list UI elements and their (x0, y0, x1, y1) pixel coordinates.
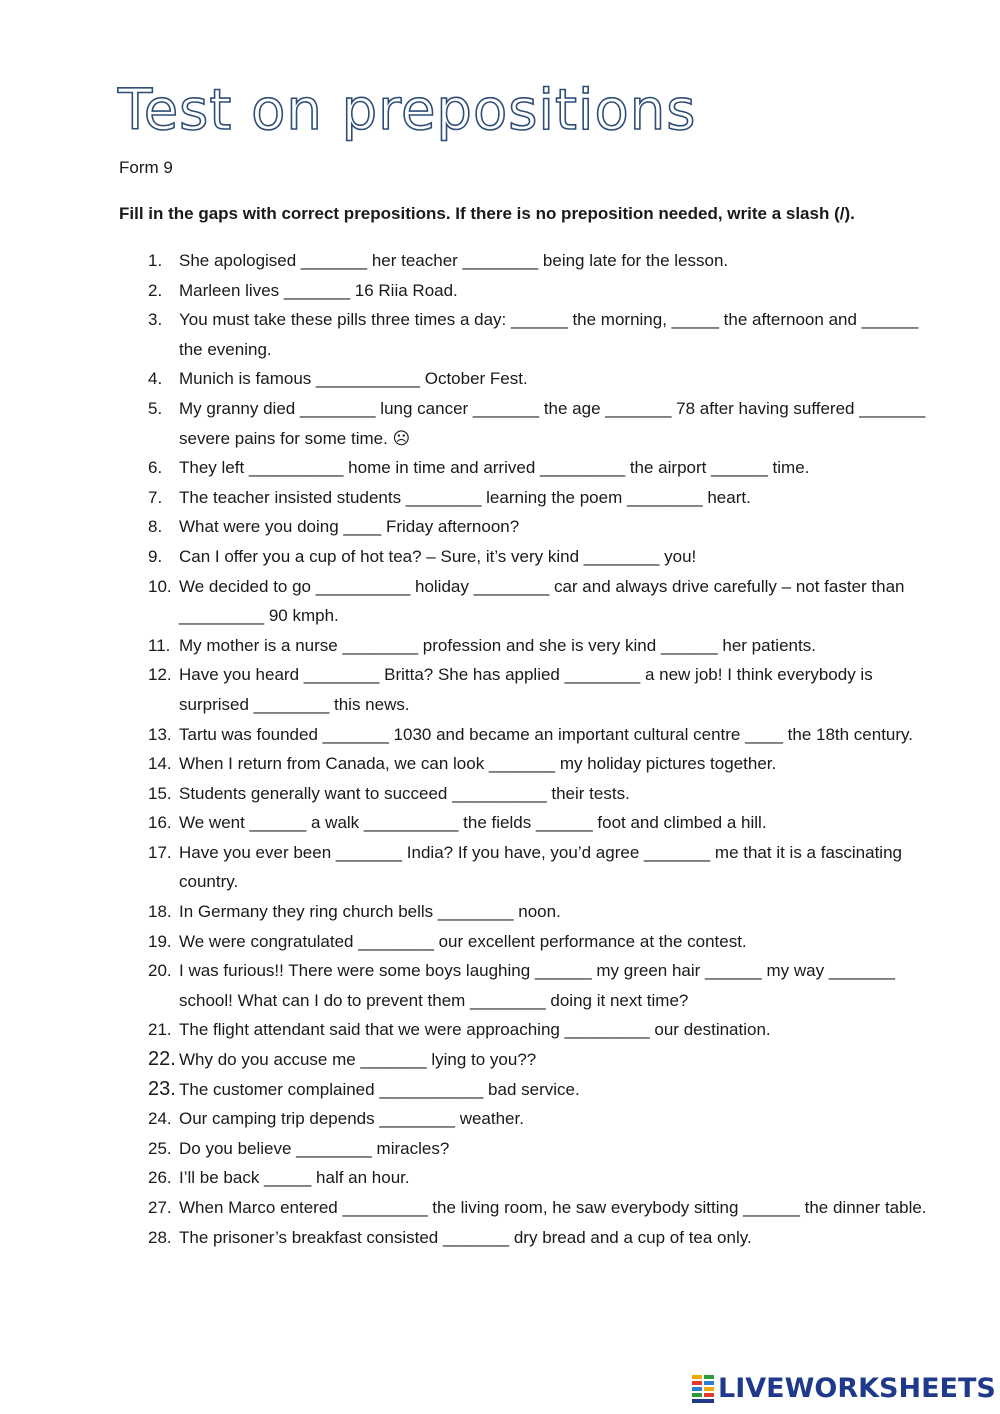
question-text: Have you heard ________ Britta? She has applied ________ a new job! I think everybody is surprised ________ this news. (179, 665, 873, 714)
question-text: I was furious!! There were some boys laughing ______ my green hair ______ my way _______ school! What can I do to prevent them ________ doing it next time? (179, 961, 896, 1010)
question-text: They left __________ home in time and arrived _________ the airport ______ time. (179, 458, 810, 478)
question-number: 23. (148, 1077, 176, 1100)
question-text: Munich is famous ___________ October Fest. (179, 369, 528, 389)
liveworksheets-logo-icon (692, 1375, 714, 1403)
question-item (0, 808, 934, 838)
question-item (0, 305, 934, 364)
question-item (0, 542, 934, 572)
question-number: 2. (148, 280, 163, 300)
question-number: 25. (148, 1138, 172, 1158)
question-number: 21. (148, 1020, 172, 1040)
question-number: 20. (148, 961, 172, 981)
question-text: Do you believe ________ miracles? (179, 1138, 450, 1158)
question-item (0, 1104, 934, 1134)
question-number: 9. (148, 546, 163, 566)
question-text: We decided to go __________ holiday ________ car and always drive carefully – not faster than _________ 90 kmph. (179, 576, 905, 626)
question-number: 3. (148, 310, 163, 330)
question-number: 13. (148, 724, 172, 744)
question-item (0, 660, 934, 719)
question-number: 19. (148, 931, 172, 951)
question-number: 1. (148, 251, 163, 270)
question-item (0, 572, 934, 631)
question-text: Our camping trip depends ________ weather. (179, 1109, 524, 1129)
question-text: You must take these pills three times a day: ______ the morning, _____ the afternoon and ______ the evening. (179, 310, 919, 359)
question-item (0, 276, 934, 306)
question-number: 17. (148, 842, 172, 862)
question-text: The teacher insisted students ________ learning the poem ________ heart. (179, 487, 751, 507)
question-item (0, 394, 934, 453)
question-text: We went ______ a walk __________ the fields ______ foot and climbed a hill. (179, 813, 767, 833)
question-number: 15. (148, 783, 172, 803)
question-item (0, 246, 934, 276)
question-number: 27. (148, 1198, 172, 1217)
question-item (0, 1134, 934, 1164)
question-item (0, 956, 934, 1015)
question-number: 16. (148, 813, 172, 833)
question-text: My granny died ________ lung cancer _______ the age _______ 78 after having suffered _______ severe pains for some time. ☹ (179, 398, 926, 448)
question-item (0, 453, 934, 483)
question-item (0, 1045, 934, 1075)
question-text: My mother is a nurse ________ profession and she is very kind ______ her patients. (179, 635, 816, 655)
question-number: 11. (148, 635, 171, 655)
question-number: 10. (148, 576, 172, 596)
question-item (0, 749, 934, 779)
question-text: I’ll be back _____ half an hour. (179, 1168, 410, 1188)
instruction-text: Fill in the gaps with correct prepositions. If there is no preposition needed, write a slash (/). (119, 204, 855, 223)
question-item (0, 364, 934, 394)
question-number: 24. (148, 1109, 172, 1129)
question-text: She apologised _______ her teacher ________ being late for the lesson. (179, 251, 729, 270)
question-text: What were you doing ____ Friday afternoon? (179, 517, 520, 537)
question-item (0, 1075, 934, 1105)
question-item (0, 838, 934, 897)
question-item (0, 631, 934, 661)
question-number: 7. (148, 487, 163, 507)
question-text: Have you ever been _______ India? If you have, you’d agree _______ me that it is a fascinating country. (179, 842, 902, 892)
question-item (0, 897, 934, 927)
question-item (0, 483, 934, 513)
question-number: 28. (148, 1227, 172, 1247)
question-number: 8. (148, 517, 163, 537)
question-item (0, 1163, 934, 1193)
question-text: The customer complained ___________ bad service. (179, 1079, 580, 1099)
question-item (0, 779, 934, 809)
page-title: Test on prepositions (118, 78, 697, 143)
question-text: We were congratulated ________ our excellent performance at the contest. (179, 931, 747, 951)
question-text: Marleen lives _______ 16 Riia Road. (179, 280, 458, 300)
question-item (0, 1015, 934, 1045)
question-text: Students generally want to succeed __________ their tests. (179, 783, 630, 803)
question-text: When Marco entered _________ the living room, he saw everybody sitting ______ the dinner table. (179, 1198, 927, 1217)
question-number: 5. (148, 398, 163, 418)
question-number: 14. (148, 754, 172, 774)
question-item (0, 1223, 934, 1253)
form-label: Form 9 (119, 158, 173, 177)
question-text: In Germany they ring church bells ________ noon. (179, 902, 561, 922)
question-text: The prisoner’s breakfast consisted _______ dry bread and a cup of tea only. (179, 1227, 752, 1247)
question-item (0, 1193, 934, 1223)
question-item (0, 512, 934, 542)
question-text: When I return from Canada, we can look _______ my holiday pictures together. (179, 754, 777, 774)
question-text: The flight attendant said that we were approaching _________ our destination. (179, 1020, 771, 1040)
question-text: Tartu was founded _______ 1030 and became an important cultural centre ____ the 18th century. (179, 724, 914, 744)
question-text: Can I offer you a cup of hot tea? – Sure, it’s very kind ________ you! (179, 546, 697, 566)
liveworksheets-logo (692, 1372, 996, 1406)
liveworksheets-brand-text: LIVEWORKSHEETS (718, 1373, 996, 1404)
question-list (0, 246, 1000, 1252)
question-number: 22. (148, 1048, 176, 1071)
question-item (0, 720, 934, 750)
question-number: 4. (148, 369, 163, 389)
question-number: 12. (148, 665, 172, 685)
question-number: 26. (148, 1168, 172, 1188)
question-item (0, 927, 934, 957)
question-number: 6. (148, 458, 163, 478)
question-number: 18. (148, 902, 172, 922)
question-text: Why do you accuse me _______ lying to you?? (179, 1050, 537, 1070)
